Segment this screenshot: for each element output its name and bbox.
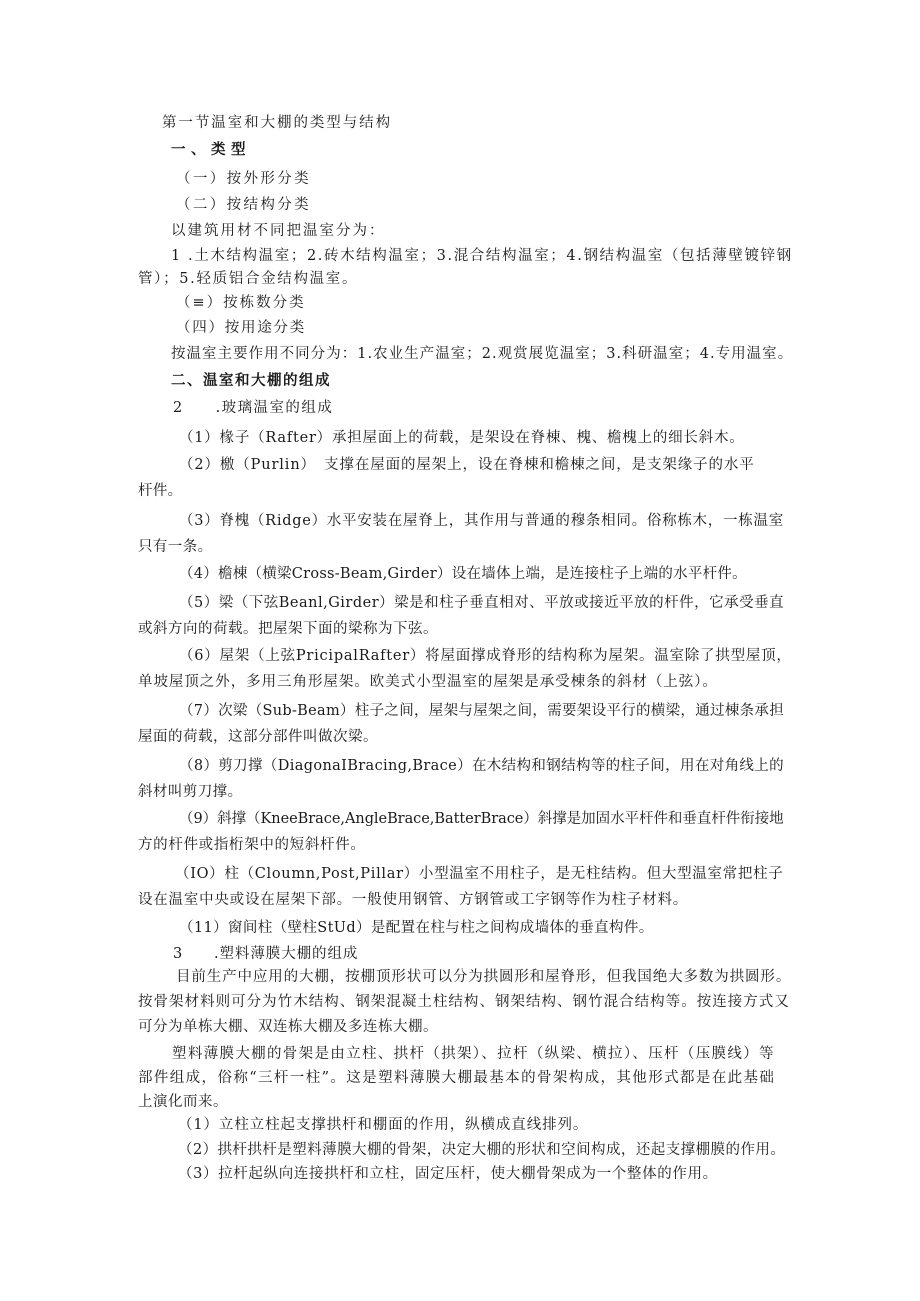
- list-item: （1）立柱立柱起支撑拱杆和棚面的作用，纵横成直线排列。: [178, 1117, 589, 1133]
- list-item: （2）檄（Purlin） 支撑在屋面的屋架上，设在脊棟和檐棟之间，是支架缘子的水平: [179, 457, 755, 473]
- paragraph: 塑料薄膜大棚的骨架是由立柱、拱杆（拱架）、拉杆（纵梁、横拉）、压杆（压膜线）等: [172, 1046, 775, 1062]
- list-item-cont: 单坡屋顶之外，多用三角形屋架。欧美式小型温室的屋架是承受棟条的斜材（上弦）。: [138, 674, 718, 690]
- paragraph: 以建筑用材不同把温室分为：: [171, 223, 386, 239]
- heading-types: 一、类型: [171, 141, 251, 158]
- list-item-cont: 杆件。: [138, 483, 183, 499]
- list-item: （2）拱杆拱杆是塑料薄膜大棚的骨架，决定大棚的形状和空间构成，还起支撑棚膜的作用。: [178, 1142, 786, 1158]
- paragraph: 上演化而来。: [138, 1094, 228, 1110]
- paragraph: 1 .土木结构温室；2.砖木结构温室；3.混合结构温室；4.钢结构温室（包括薄壁镀锌钢: [171, 248, 793, 264]
- subheading-glass-greenhouse: 2 .玻璃温室的组成: [173, 400, 334, 416]
- list-item: （3）拉杆起纵向连接拱杆和立柱，固定压杆，使大棚骨架成为一个整体的作用。: [178, 1166, 718, 1182]
- paragraph: 部件组成，俗称“三杆一柱”。这是塑料薄膜大棚最基本的骨架构成，其他形式都是在此基础: [138, 1070, 776, 1086]
- subheading-by-shape: （一）按外形分类: [176, 171, 312, 187]
- list-item-cont: 方的杆件或指桁架中的短斜杆件。: [138, 837, 366, 853]
- list-item: （4）檐棟（横梁Cross-Beam,Girder）设在墙体上端，是连接柱子上端的水平杆件。: [179, 566, 747, 582]
- list-item: （7）次梁（Sub-Beam）柱子之间，屋架与屋架之间，需要架设平行的横梁，通过棟条承担: [179, 703, 785, 719]
- list-item-cont: 设在温室中央或设在屋架下部。一般使用钢管、方钢管或工字钢等作为柱子材料。: [138, 892, 689, 908]
- subheading-by-span-count: （≡）按栋数分类: [176, 295, 306, 311]
- list-item: （1）椽子（Rafter）承担屋面上的荷载，是架设在脊棟、槐、檐槐上的细长斜木。: [179, 430, 745, 446]
- list-item: （6）屋架（上弦PricipalRafter）将屋面撑成脊形的结构称为屋架。温室除了拱型屋顶，: [179, 648, 792, 664]
- list-item: （11）窗间柱（壁柱StUd）是配置在柱与柱之间构成墙体的垂直构件。: [179, 920, 654, 936]
- subheading-by-structure: （二）按结构分类: [176, 197, 312, 213]
- list-item: （9）斜撑（KneeBrace,AngleBrace,BatterBrace）斜撑是加固水平杆件和垂直杆件衔接地: [179, 811, 784, 827]
- paragraph: 目前生产中应用的大棚，按棚顶形状可以分为拱圆形和屋脊形，但我国绝大多数为拱圆形。: [176, 969, 792, 985]
- section-title: 第一节温室和大棚的类型与结构: [162, 115, 393, 131]
- list-item: （5）梁（下弦Beanl,Girder）梁是和柱子垂直相对、平放或接近平放的杆件，它承受垂直: [179, 595, 785, 611]
- list-item: （8）剪刀撑（DiagonaIBracing,Brace）在木结构和钢结构等的柱子间，用在对角线上的: [179, 758, 785, 774]
- paragraph: 按温室主要作用不同分为：1.农业生产温室；2.观赏展览温室；3.科研温室；4.专用温室。: [171, 346, 794, 362]
- list-item: （3）脊槐（Ridge）水平安装在屋脊上，其作用与普通的穆条相同。俗称栋木，一栋温室: [179, 513, 785, 529]
- list-item-cont: 斜材叫剪刀撑。: [138, 784, 243, 800]
- list-item-cont: 或斜方向的荷载。把屋架下面的梁称为下弦。: [138, 621, 438, 637]
- list-item: （IO）柱（Cloumn,Post,Pillar）小型温室不用柱子，是无柱结构。但大型温室常把柱子: [175, 866, 784, 882]
- list-item-cont: 屋面的荷载，这部分部件叫做次梁。: [138, 729, 378, 745]
- list-item-cont: 只有一条。: [138, 539, 213, 555]
- heading-composition: 二、温室和大棚的组成: [171, 372, 331, 389]
- paragraph: 可分为单栋大棚、双连栋大棚及多连栋大棚。: [138, 1019, 438, 1035]
- subheading-by-use: （四）按用途分类: [176, 320, 306, 336]
- subheading-plastic-greenhouse: 3 .塑料薄膜大棚的组成: [173, 946, 359, 962]
- paragraph: 按骨架材料则可分为竹木结构、钢架混凝土柱结构、钢架结构、钢竹混合结构等。按连接方式又: [138, 994, 790, 1010]
- paragraph: 管）；5.轻质铝合金结构温室。: [138, 271, 359, 287]
